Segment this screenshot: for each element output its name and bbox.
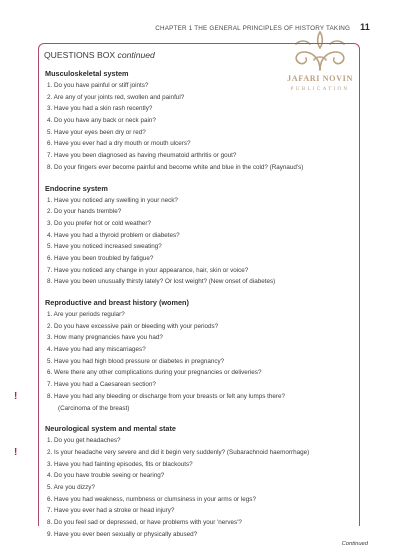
question-item: 4. Have you had a thyroid problem or diabetes? [47, 231, 180, 239]
question-item: 5. Have you noticed increased sweating? [47, 243, 162, 251]
box-title-text: QUESTIONS BOX [44, 50, 116, 60]
question-item: 7. Have you had a Caesarean section? [47, 381, 156, 389]
question-item: 4. Do you have any back or neck pain? [47, 117, 156, 125]
question-item: 8. Have you had any bleeding or discharge from your breasts or felt any lumps there? [47, 392, 286, 400]
page-number: 11 [360, 22, 370, 32]
question-item: 7. Have you noticed any change in your appearance, hair, skin or voice? [47, 266, 249, 274]
alert-icon: ! [14, 390, 18, 402]
section-heading: Musculoskeletal system [45, 69, 129, 78]
question-item: 3. Have you had fainting episodes, fits or blackouts? [47, 460, 193, 468]
section-heading: Endocrine system [45, 183, 108, 193]
question-item: 5. Are you dizzy? [47, 483, 95, 491]
section-heading: Reproductive and breast history (women) [45, 298, 189, 307]
question-item: 1. Do you have painful or stiff joints? [47, 82, 149, 89]
question-item: 2. Is your headache very severe and did it begin very suddenly? (Subarachnoid haemorrhage) [47, 448, 310, 456]
alert-icon: ! [14, 446, 18, 458]
section-gap [45, 174, 357, 183]
question-item: 1. Are your periods regular? [47, 311, 125, 318]
box-title-suffix: continued [117, 50, 155, 60]
question-item: 6. Were there any other complications during your pregnancies or deliveries? [47, 369, 262, 377]
continued-note: Continued [341, 541, 368, 547]
question-item: 3. Have you had a skin rash recently? [47, 105, 153, 113]
section-gap [45, 414, 357, 423]
question-item: 3. Do you prefer hot or cold weather? [47, 219, 151, 227]
question-item: 4. Do you have trouble seeing or hearing? [47, 472, 165, 480]
question-item: 2. Do you have excessive pain or bleeding with your periods? [47, 322, 219, 330]
question-item: 8. Have you been unusually thirsty lately? Or lost weight? (New onset of diabetes) [47, 278, 276, 286]
question-item: 7. Have you ever had a stroke or head injury? [47, 507, 175, 515]
question-item: 9. Have you ever been sexually or physically abused? [47, 530, 198, 538]
question-item: 6. Have you been troubled by fatigue? [47, 254, 154, 262]
question-item: 8. Do your fingers ever become painful and become white and blue in the cold? (Raynaud's) [47, 163, 304, 171]
question-item: 3. How many pregnancies have you had? [47, 334, 163, 342]
section-heading: Neurological system and mental state [45, 424, 176, 434]
question-item: 7. Have you been diagnosed as having rheumatoid arthritis or gout? [47, 152, 237, 160]
question-item: 5. Have you had high blood pressure or diabetes in pregnancy? [47, 357, 225, 365]
publisher-subtitle: PUBLICATION [290, 86, 350, 92]
running-title: CHAPTER 1 THE GENERAL PRINCIPLES OF HISTORY TAKING [155, 25, 351, 32]
question-item: 1. Do you get headaches? [47, 437, 121, 445]
question-item: 1. Have you noticed any swelling in your neck? [47, 196, 178, 204]
question-item: 6. Have you had weakness, numbness or clumsiness in your arms or legs? [47, 495, 256, 503]
publisher-name: JAFARI NOVIN [287, 74, 353, 83]
question-item: 4. Have you had any miscarriages? [47, 346, 146, 354]
questions-box [38, 43, 360, 538]
question-item: 8. Do you feel sad or depressed, or have problems with your 'nerves'? [47, 519, 242, 526]
question-item: 5. Have your eyes been dry or red? [47, 128, 146, 136]
section-gap [45, 288, 357, 297]
question-item: 2. Do your hands tremble? [47, 208, 122, 216]
question-item: 6. Have you ever had a dry mouth or mouth ulcers? [47, 140, 191, 148]
question-item: 2. Are any of your joints red, swollen and painful? [47, 93, 185, 101]
questions-content [45, 68, 357, 540]
box-title [44, 50, 155, 60]
question-item: (Carcinoma of the breast) [58, 404, 130, 412]
